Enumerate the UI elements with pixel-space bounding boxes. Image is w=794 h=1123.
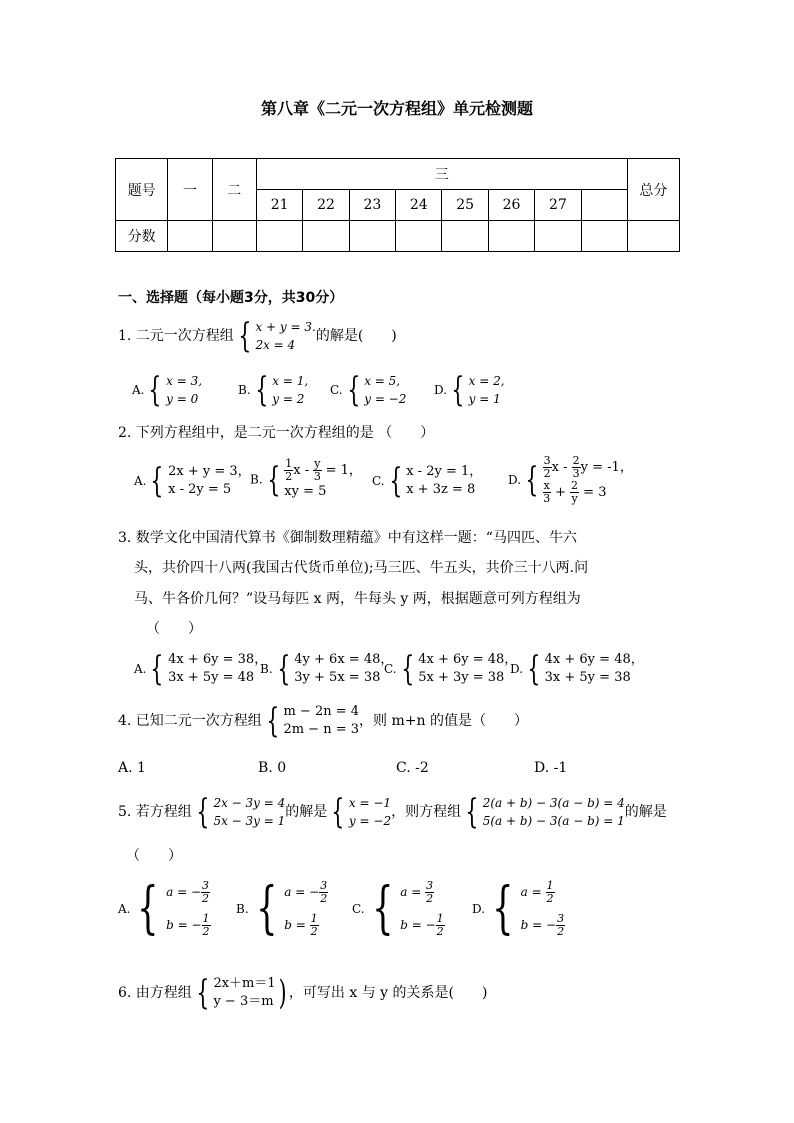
- question-3-line-4: （ ）: [146, 621, 202, 637]
- q5-option-d[interactable]: D. { a = $\frac{1}{2}$ b = − $\frac{3}{2}$: [472, 876, 565, 941]
- score-number-cell: 24: [396, 190, 442, 221]
- equation: 3x + 5y = 38: [544, 670, 631, 685]
- equation: 3x + 5y = 48: [168, 670, 255, 685]
- equation: 4x + 6y = 48，: [418, 652, 518, 667]
- score-number-cell: 26: [488, 190, 534, 221]
- option-label: D.: [472, 902, 486, 916]
- score-number-cell: 27: [535, 190, 581, 221]
- q2-option-a[interactable]: A. { 2x + y = 3， x - 2y = 5: [134, 461, 251, 501]
- option-label: B.: [260, 662, 273, 676]
- equation: a = $\frac{1}{2}$: [520, 879, 554, 905]
- equation: xy = 5: [284, 484, 327, 499]
- q1-system: { x + y = 3. 2x = 4: [238, 316, 316, 356]
- q1-suffix: 的解是( ): [315, 328, 397, 344]
- q4-option-d[interactable]: D. -1: [534, 760, 568, 776]
- equation: x + y = 3.: [255, 320, 316, 334]
- score-blank-cell[interactable]: [349, 221, 395, 252]
- option-label: A.: [132, 383, 145, 397]
- option-label: C.: [372, 474, 385, 488]
- equation: y = 1: [468, 392, 501, 406]
- score-header-cell: 总分: [627, 159, 679, 221]
- question-5: 5. 若方程组 { 2x − 3y = 4 5x − 3y = 1 的解是 { x = −1 y = −2 ，则方程组 { 2(a + b) − 3(a − b) = 4 5(a + b) − 3(a − b) = 1 的解是: [118, 792, 667, 832]
- equation: y = −2: [348, 814, 392, 828]
- equation: x - 2y = 5: [168, 482, 232, 497]
- q2-option-c[interactable]: C. { x - 2y = 1， x + 3z = 8: [372, 461, 483, 501]
- equation: 4x + 6y = 48，: [544, 652, 644, 667]
- equation: y − 3＝m: [213, 994, 274, 1009]
- q1-option-b[interactable]: B. { x = 1, y = 2: [238, 370, 309, 410]
- equation: 3y + 5x = 38: [294, 670, 381, 685]
- score-number-cell: 21: [256, 190, 302, 221]
- equation: b = − $\frac{3}{2}$: [520, 912, 565, 938]
- option-label: A.: [134, 662, 147, 676]
- score-blank-cell[interactable]: [303, 221, 349, 252]
- q2-option-d[interactable]: D. { $\frac{3}{2}$ x - $\frac{2}{3}$ y = -1， $\frac{x}{3}$ + $\frac{2}{y}$ = 3: [508, 454, 633, 505]
- equation: x + 3z = 8: [406, 482, 476, 497]
- q6-prefix: 6. 由方程组: [118, 985, 192, 1001]
- q5-paren: （ ）: [126, 848, 182, 864]
- q5-text: 的解是: [624, 804, 667, 820]
- q4-prefix: 4. 已知二元一次方程组: [118, 713, 262, 729]
- q5-option-c[interactable]: C. { a = $\frac{3}{2}$ b = − $\frac{1}{2}$: [352, 876, 444, 941]
- option-label: C.: [330, 383, 343, 397]
- option-label: D.: [510, 662, 524, 676]
- equation: m − 2n = 4: [283, 704, 360, 719]
- equation: 2x＋m＝1: [213, 976, 276, 991]
- score-blank-cell[interactable]: [212, 221, 256, 252]
- equation: y = 0: [166, 392, 199, 406]
- option-label: A.: [118, 902, 131, 916]
- score-number-cell: 25: [442, 190, 488, 221]
- score-row-label: 分数: [116, 221, 168, 252]
- q3-option-c[interactable]: C. { 4x + 6y = 48， 5x + 3y = 38: [384, 649, 518, 689]
- equation: x = 3,: [166, 374, 203, 388]
- equation: $\frac{1}{2}$ x - $\frac{y}{3}$ = 1，: [285, 457, 362, 483]
- equation: 2x − 3y = 4: [213, 796, 286, 810]
- score-header-cell: 二: [212, 159, 256, 221]
- q1-prefix: 1. 二元一次方程组: [118, 328, 234, 344]
- question-4: 4. 已知二元一次方程组 { m − 2n = 4 2m − n = 3 ，则 m+n 的值是（ ）: [118, 701, 528, 741]
- score-blank-cell[interactable]: [396, 221, 442, 252]
- score-blank-cell[interactable]: [442, 221, 488, 252]
- equation: 2x = 4: [255, 338, 296, 352]
- score-blank-cell[interactable]: [488, 221, 534, 252]
- score-number-cell: 22: [303, 190, 349, 221]
- q3-option-a[interactable]: A. { 4x + 6y = 38， 3x + 5y = 48: [134, 649, 268, 689]
- question-6: 6. 由方程组 { 2x＋m＝1 y − 3＝m ) ，可写出 x 与 y 的关系是( ): [118, 973, 488, 1013]
- equation: y = −2: [364, 392, 407, 406]
- option-label: C.: [384, 662, 397, 676]
- q3-option-d[interactable]: D. { 4x + 6y = 48， 3x + 5y = 38: [510, 649, 644, 689]
- equation: x - 2y = 1，: [406, 464, 483, 479]
- q4-option-c[interactable]: C. -2: [396, 760, 429, 776]
- q5-option-a[interactable]: A. { a = − $\frac{3}{2}$ b = − $\frac{1}{2}$: [118, 876, 210, 941]
- q1-option-a[interactable]: A. { x = 3, y = 0: [132, 370, 203, 410]
- question-3-line-3: 马、牛各价几何？”设马每匹 x 两，牛每头 y 两，根据题意可列方程组为: [134, 591, 581, 607]
- equation: 4y + 6x = 48，: [294, 652, 394, 667]
- q5-option-b[interactable]: B. { a = − $\frac{3}{2}$ b = $\frac{1}{2}$: [236, 876, 328, 941]
- equation: 5x − 3y = 1: [213, 814, 286, 828]
- q2-option-b[interactable]: B. { $\frac{1}{2}$ x - $\frac{y}{3}$ = 1， xy = 5: [250, 457, 362, 500]
- equation: x = −1: [348, 796, 392, 810]
- score-blank-cell[interactable]: [535, 221, 581, 252]
- score-blank-cell[interactable]: [581, 221, 627, 252]
- page-title: 第八章《二元一次方程组》单元检测题: [260, 99, 533, 118]
- score-blank-cell[interactable]: [627, 221, 679, 252]
- equation: 4x + 6y = 38，: [168, 652, 268, 667]
- equation: 2(a + b) − 3(a − b) = 4: [482, 796, 625, 810]
- option-label: B.: [250, 472, 263, 487]
- equation: $\frac{3}{2}$ x - $\frac{2}{3}$ y = -1，: [543, 454, 633, 480]
- equation: y = 2: [272, 392, 305, 406]
- equation: $\frac{x}{3}$ + $\frac{2}{y}$ = 3: [543, 479, 607, 505]
- question-3-line-1: 3. 数学文化中国清代算书《御制数理精蕴》中有这样一题：“马四匹、牛六: [118, 530, 577, 546]
- equation: a = − $\frac{3}{2}$: [166, 879, 210, 905]
- option-label: D.: [434, 383, 448, 397]
- q5-text: ，则方程组: [391, 804, 462, 820]
- equation: x = 2,: [468, 374, 505, 388]
- score-header-cell: 题号: [116, 159, 168, 221]
- score-header-cell: 一: [168, 159, 212, 221]
- equation: b = − $\frac{1}{2}$: [400, 912, 444, 938]
- q4-option-b[interactable]: B. 0: [258, 760, 287, 776]
- question-1: [118, 316, 397, 356]
- equation: 2m − n = 3: [283, 722, 360, 737]
- equation: a = − $\frac{3}{2}$: [284, 879, 328, 905]
- q1-option-d[interactable]: D. { x = 2, y = 1: [434, 370, 505, 410]
- option-label: D.: [508, 473, 522, 487]
- q4-option-a[interactable]: A. 1: [118, 760, 146, 776]
- q1-option-c[interactable]: C. { x = 5, y = −2: [330, 370, 407, 410]
- equation: b = − $\frac{1}{2}$: [166, 912, 210, 938]
- question-2: 2. 下列方程组中，是二元一次方程组的是 （ ）: [118, 425, 435, 441]
- equation: 5(a + b) − 3(a − b) = 1: [482, 814, 625, 828]
- q5-prefix: 5. 若方程组: [118, 804, 192, 820]
- option-label: A.: [134, 474, 147, 488]
- equation: x = 1,: [272, 374, 309, 388]
- score-number-cell: 23: [349, 190, 395, 221]
- score-table: [115, 158, 680, 252]
- question-3-line-2: 头，共价四十八两(我国古代货币单位);马三匹、牛五头，共价三十八两.问: [134, 560, 589, 576]
- q5-text: 的解是: [285, 804, 328, 820]
- score-blank-cell[interactable]: [256, 221, 302, 252]
- q4-suffix: ，则 m+n 的值是（ ）: [359, 713, 528, 729]
- q6-suffix: ，可写出 x 与 y 的关系是( ): [288, 985, 488, 1001]
- section-heading: 一、选择题（每小题3分，共30分）: [118, 290, 344, 306]
- q3-option-b[interactable]: B. { 4y + 6x = 48， 3y + 5x = 38: [260, 649, 394, 689]
- equation: a = $\frac{3}{2}$: [400, 879, 434, 905]
- equation: 5x + 3y = 38: [418, 670, 505, 685]
- equation: x = 5,: [364, 374, 401, 388]
- score-number-cell: [581, 190, 627, 221]
- equation: b = $\frac{1}{2}$: [284, 912, 318, 938]
- equation: 2x + y = 3，: [168, 464, 251, 479]
- option-label: B.: [236, 902, 249, 916]
- option-label: C.: [352, 902, 365, 916]
- option-label: B.: [238, 383, 251, 397]
- score-blank-cell[interactable]: [168, 221, 212, 252]
- score-header-cell: 三: [256, 159, 627, 190]
